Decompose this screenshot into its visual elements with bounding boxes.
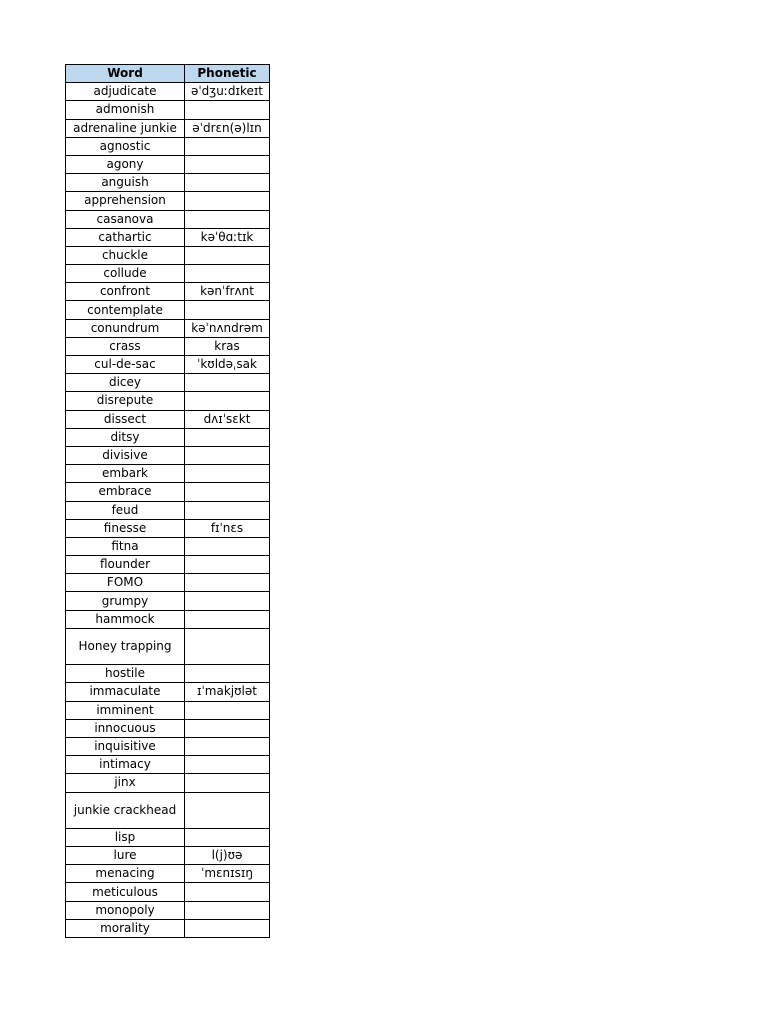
- word-cell[interactable]: imminent: [66, 701, 185, 719]
- word-cell[interactable]: embark: [66, 465, 185, 483]
- table-row: [66, 719, 270, 737]
- table-row: [66, 592, 270, 610]
- phonetic-cell[interactable]: [185, 610, 270, 628]
- phonetic-cell[interactable]: [185, 210, 270, 228]
- word-cell[interactable]: intimacy: [66, 756, 185, 774]
- table-row: [66, 501, 270, 519]
- table-row: [66, 756, 270, 774]
- word-cell[interactable]: fitna: [66, 537, 185, 555]
- word-cell[interactable]: feud: [66, 501, 185, 519]
- table-row: [66, 374, 270, 392]
- table-row: [66, 356, 270, 374]
- phonetic-cell[interactable]: ˈmɛnɪsɪŋ: [185, 865, 270, 883]
- phonetic-cell[interactable]: [185, 192, 270, 210]
- word-cell[interactable]: morality: [66, 919, 185, 937]
- phonetic-cell[interactable]: [185, 792, 270, 828]
- phonetic-cell[interactable]: [185, 155, 270, 173]
- word-cell[interactable]: lisp: [66, 828, 185, 846]
- phonetic-cell[interactable]: [185, 374, 270, 392]
- phonetic-cell[interactable]: [185, 628, 270, 664]
- word-cell[interactable]: confront: [66, 283, 185, 301]
- table-row: [66, 847, 270, 865]
- table-row: [66, 774, 270, 792]
- word-cell[interactable]: monopoly: [66, 901, 185, 919]
- phonetic-cell[interactable]: kəˈnʌndrəm: [185, 319, 270, 337]
- table-row: [66, 301, 270, 319]
- word-cell[interactable]: junkie crackhead: [66, 792, 185, 828]
- phonetic-cell[interactable]: ˈkʊldəˌsak: [185, 356, 270, 374]
- phonetic-cell[interactable]: [185, 265, 270, 283]
- word-cell[interactable]: cul-de-sac: [66, 356, 185, 374]
- table-row: [66, 574, 270, 592]
- word-cell[interactable]: grumpy: [66, 592, 185, 610]
- table-row: [66, 265, 270, 283]
- word-cell[interactable]: adjudicate: [66, 83, 185, 101]
- phonetic-cell[interactable]: [185, 701, 270, 719]
- word-cell[interactable]: innocuous: [66, 719, 185, 737]
- word-cell[interactable]: dicey: [66, 374, 185, 392]
- table-row: [66, 792, 270, 828]
- table-body: [66, 83, 270, 938]
- table-row: [66, 483, 270, 501]
- word-cell[interactable]: cathartic: [66, 228, 185, 246]
- phonetic-cell[interactable]: [185, 719, 270, 737]
- word-cell[interactable]: immaculate: [66, 683, 185, 701]
- phonetic-cell[interactable]: kənˈfrʌnt: [185, 283, 270, 301]
- table-row: [66, 683, 270, 701]
- word-cell[interactable]: agnostic: [66, 137, 185, 155]
- vocabulary-table: [65, 64, 270, 938]
- table-row: [66, 410, 270, 428]
- column-header-phonetic[interactable]: Phonetic: [185, 65, 270, 83]
- phonetic-cell[interactable]: [185, 828, 270, 846]
- table-row: [66, 828, 270, 846]
- word-cell[interactable]: divisive: [66, 446, 185, 464]
- table-row: [66, 137, 270, 155]
- phonetic-cell[interactable]: dʌɪˈsɛkt: [185, 410, 270, 428]
- table-row: [66, 737, 270, 755]
- phonetic-cell[interactable]: [185, 574, 270, 592]
- table-row: [66, 701, 270, 719]
- table-row: [66, 883, 270, 901]
- table-row: [66, 174, 270, 192]
- table-row: [66, 119, 270, 137]
- table-row: [66, 428, 270, 446]
- table-row: [66, 865, 270, 883]
- word-cell[interactable]: inquisitive: [66, 737, 185, 755]
- table-row: [66, 192, 270, 210]
- word-cell[interactable]: hostile: [66, 665, 185, 683]
- table-row: [66, 919, 270, 937]
- word-cell[interactable]: anguish: [66, 174, 185, 192]
- table-row: [66, 537, 270, 555]
- word-cell[interactable]: adrenaline junkie: [66, 119, 185, 137]
- table-row: [66, 665, 270, 683]
- table-row: [66, 83, 270, 101]
- word-cell[interactable]: contemplate: [66, 301, 185, 319]
- table-row: [66, 228, 270, 246]
- table-row: [66, 901, 270, 919]
- phonetic-cell[interactable]: [185, 901, 270, 919]
- word-cell[interactable]: Honey trapping: [66, 628, 185, 664]
- phonetic-cell[interactable]: [185, 137, 270, 155]
- phonetic-cell[interactable]: [185, 919, 270, 937]
- table-row: [66, 628, 270, 664]
- word-cell[interactable]: menacing: [66, 865, 185, 883]
- phonetic-cell[interactable]: [185, 428, 270, 446]
- phonetic-cell[interactable]: [185, 301, 270, 319]
- phonetic-cell[interactable]: [185, 446, 270, 464]
- phonetic-cell[interactable]: [185, 665, 270, 683]
- phonetic-cell[interactable]: fɪˈnɛs: [185, 519, 270, 537]
- phonetic-cell[interactable]: l(j)ʊə: [185, 847, 270, 865]
- phonetic-cell[interactable]: [185, 883, 270, 901]
- phonetic-cell[interactable]: [185, 592, 270, 610]
- table-row: [66, 465, 270, 483]
- header-row: [66, 65, 270, 83]
- phonetic-cell[interactable]: əˈdʒuːdɪkeɪt: [185, 83, 270, 101]
- table-row: [66, 519, 270, 537]
- word-cell[interactable]: embrace: [66, 483, 185, 501]
- word-cell[interactable]: meticulous: [66, 883, 185, 901]
- word-cell[interactable]: chuckle: [66, 246, 185, 264]
- phonetic-cell[interactable]: [185, 774, 270, 792]
- word-cell[interactable]: collude: [66, 265, 185, 283]
- table-row: [66, 337, 270, 355]
- word-cell[interactable]: conundrum: [66, 319, 185, 337]
- phonetic-cell[interactable]: [185, 392, 270, 410]
- table-row: [66, 392, 270, 410]
- table-row: [66, 210, 270, 228]
- word-cell[interactable]: dissect: [66, 410, 185, 428]
- phonetic-cell[interactable]: kəˈθɑːtɪk: [185, 228, 270, 246]
- table-row: [66, 246, 270, 264]
- phonetic-cell[interactable]: [185, 465, 270, 483]
- table-row: [66, 283, 270, 301]
- word-cell[interactable]: agony: [66, 155, 185, 173]
- word-cell[interactable]: lure: [66, 847, 185, 865]
- phonetic-cell[interactable]: [185, 737, 270, 755]
- word-cell[interactable]: apprehension: [66, 192, 185, 210]
- table-row: [66, 556, 270, 574]
- column-header-word[interactable]: Word: [66, 65, 185, 83]
- phonetic-cell[interactable]: əˈdrɛn(ə)lɪn: [185, 119, 270, 137]
- phonetic-cell[interactable]: [185, 756, 270, 774]
- phonetic-cell[interactable]: [185, 483, 270, 501]
- word-cell[interactable]: hammock: [66, 610, 185, 628]
- phonetic-cell[interactable]: [185, 501, 270, 519]
- word-cell[interactable]: flounder: [66, 556, 185, 574]
- word-cell[interactable]: disrepute: [66, 392, 185, 410]
- table-row: [66, 319, 270, 337]
- word-cell[interactable]: crass: [66, 337, 185, 355]
- phonetic-cell[interactable]: [185, 537, 270, 555]
- table-row: [66, 446, 270, 464]
- table-header: [66, 65, 270, 83]
- phonetic-cell[interactable]: [185, 556, 270, 574]
- table-row: [66, 155, 270, 173]
- phonetic-cell[interactable]: ɪˈmakjʊlət: [185, 683, 270, 701]
- phonetic-cell[interactable]: [185, 174, 270, 192]
- table-row: [66, 610, 270, 628]
- word-cell[interactable]: casanova: [66, 210, 185, 228]
- phonetic-cell[interactable]: [185, 101, 270, 119]
- word-cell[interactable]: FOMO: [66, 574, 185, 592]
- word-cell[interactable]: jinx: [66, 774, 185, 792]
- table-row: [66, 101, 270, 119]
- word-cell[interactable]: admonish: [66, 101, 185, 119]
- phonetic-cell[interactable]: kras: [185, 337, 270, 355]
- word-cell[interactable]: finesse: [66, 519, 185, 537]
- phonetic-cell[interactable]: [185, 246, 270, 264]
- word-cell[interactable]: ditsy: [66, 428, 185, 446]
